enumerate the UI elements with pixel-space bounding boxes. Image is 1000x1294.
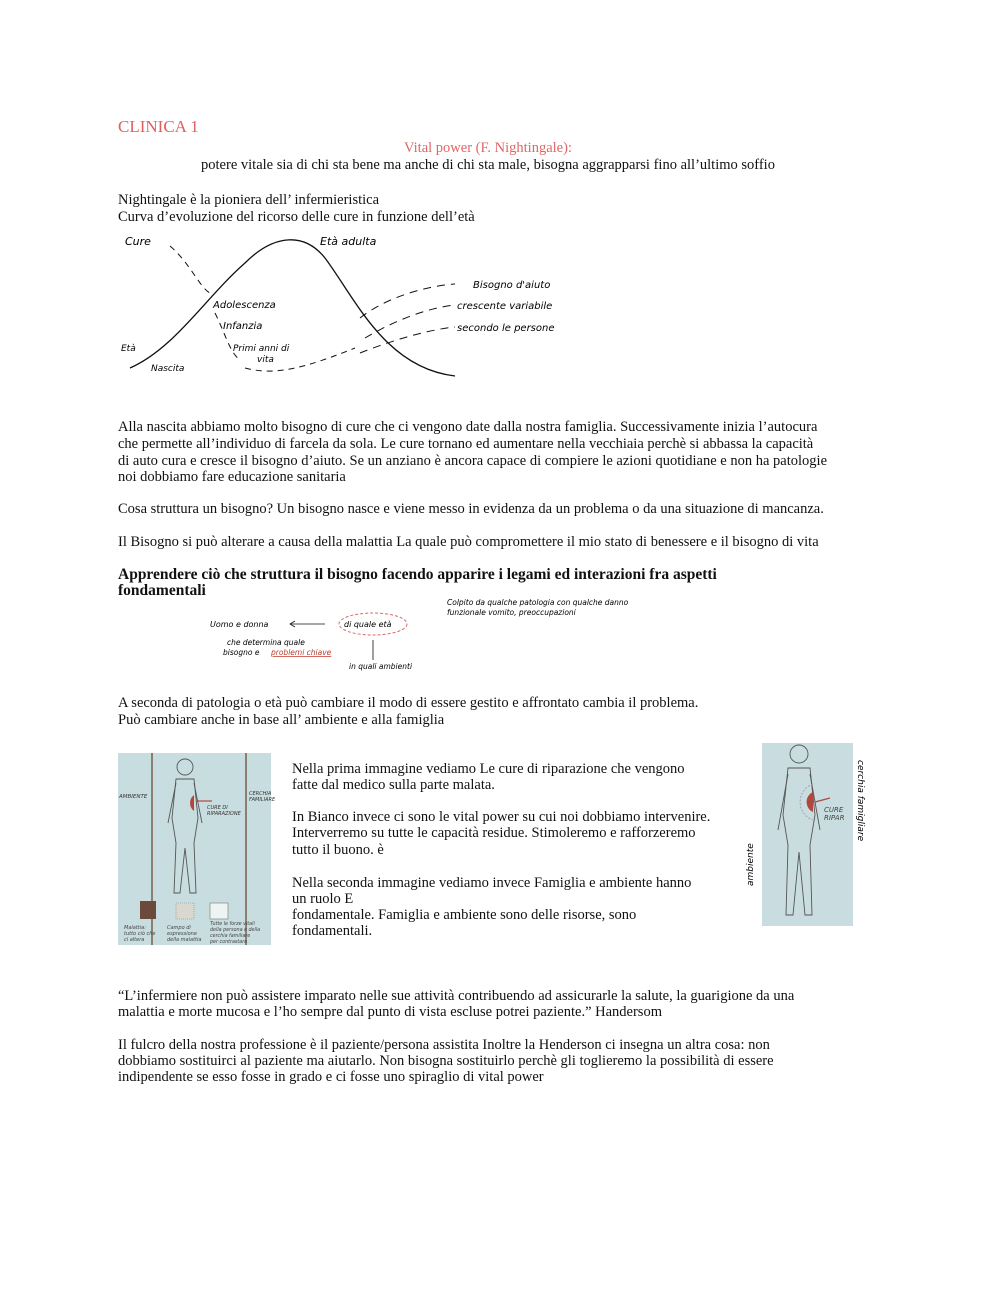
label-ambiente-handwritten: ambiente [746, 843, 756, 886]
bold-heading-line-1: Apprendere ciò che struttura il bisogno facendo apparire i legami ed interazioni fra aspetti [118, 566, 717, 583]
label-eta-quale: di quale età [344, 620, 392, 629]
legend-malattia-1: Malattia: [124, 925, 146, 931]
middle-text-a1: Nella prima immagine vediamo Le cure di riparazione che vengono [292, 761, 685, 777]
paragraph-1-line-1: Alla nascita abbiamo molto bisogno di cure che ci vengono date dalla nostra famiglia. Successivamente inizia l’autocura [118, 419, 818, 435]
legend-malattia-2: tutto ciò che [124, 931, 156, 937]
label-primi-anni: Primi anni di [233, 344, 290, 354]
label-ambiente: AMBIENTE [119, 794, 148, 800]
label-cerchia-2: FAMILIARE [249, 797, 276, 803]
bold-heading-line-2: fondamentali [118, 582, 206, 599]
legend-forze-1: Tutte le forze vitali [210, 922, 255, 927]
label-determina-1: che determina quale [227, 638, 305, 647]
vital-power-definition: potere vitale sia di chi sta bene ma anche di chi sta male, bisogna aggrapparsi fino all’ultimo soffio [201, 157, 775, 173]
label-secondo: secondo le persone [457, 323, 555, 334]
middle-text-c1: Nella seconda immagine vediamo invece Famiglia e ambiente hanno [292, 875, 692, 891]
paragraph-3: Il Bisogno si può alterare a causa della malattia La quale può compromettere il mio stato di benessere e il bisogno di vita [118, 534, 819, 550]
label-infanzia: Infanzia [223, 321, 263, 332]
paragraph-after-line-2: Può cambiare anche in base all’ ambiente e alla famiglia [118, 712, 445, 728]
middle-text-b1: In Bianco invece ci sono le vital power su cui noi dobbiamo intervenire. [292, 809, 711, 825]
photo-2-background [762, 743, 853, 926]
care-diagram-1 [118, 753, 276, 945]
label-cure-1: CURE DI [207, 805, 228, 811]
care-diagram-photo-2 [742, 740, 872, 930]
label-ambienti: in quali ambienti [349, 662, 413, 671]
legend-malattia-3: ci altera [124, 937, 145, 943]
label-determina-2: bisogno e [223, 648, 260, 657]
paragraph-1-line-2: che permette all’individuo di farcela da sola. Le cure tornano ed aumentare nella vecchiaia perchè si abbassa la capacità [118, 436, 814, 452]
note-line-1: Colpito da qualche patologia con qualche danno [447, 598, 629, 607]
label-vita: vita [257, 355, 274, 365]
label-cure-2: RIPARAZIONE [207, 811, 241, 817]
legend-forze-4: per contrastare [210, 940, 248, 945]
need-structure-sketch [205, 594, 665, 676]
final-line-2: dobbiamo sostituirci al paziente ma aiutarlo. Non bisogna sostituirlo perchè gli toglieremo la possibilità di essere [118, 1053, 774, 1069]
page-title: CLINICA 1 [118, 117, 199, 136]
label-cerchia-1: CERCHIA [249, 791, 272, 797]
label-eta: Età [121, 344, 136, 354]
legend-campo-1: Campo di [167, 925, 191, 931]
quote-line-2: malattia e morte mucosa e l’ho sempre dal punto di vista escluse potrei paziente.” Handersom [118, 1004, 662, 1020]
label-problemi-chiave: problemi chiave [271, 648, 332, 657]
label-ripar: RIPAR [824, 814, 845, 822]
middle-text-c2: un ruolo E [292, 891, 354, 907]
intro-line-2: Curva d’evoluzione del ricorso delle cure in funzione dell’età [118, 209, 475, 225]
middle-text-b2: Interverremo su tutte le capacità residue. Stimoleremo e rafforzeremo [292, 825, 696, 841]
middle-text-a2: fatte dal medico sulla parte malata. [292, 777, 495, 793]
paragraph-after-line-1: A seconda di patologia o età può cambiare il modo di essere gestito e affrontato cambia il problema. [118, 695, 699, 711]
legend-campo-3: della malattia [167, 937, 202, 943]
care-curve-sketch [115, 228, 595, 388]
label-cure: Cure [125, 235, 151, 248]
label-crescente: crescente variabile [457, 301, 553, 312]
label-cerchia-handwritten: cerchia famigliare [855, 760, 865, 842]
quote-line-1: “L’infermiere non può assistere imparato nelle sue attività contribuendo ad assicurarle la salute, la guarigione da una [118, 988, 795, 1004]
paragraph-1-line-4: noi dobbiamo fare educazione sanitaria [118, 469, 346, 485]
paragraph-1-line-3: di auto cura e cresce il bisogno d’aiuto. Se un anziano è ancora capace di compiere le azioni quotidiane e non ha patologie [118, 453, 828, 469]
final-line-1: Il fulcro della nostra professione è il paziente/persona assistita Inoltre la Henderson ci insegna un altra cosa: non [118, 1037, 770, 1053]
label-adolescenza: Adolescenza [213, 300, 276, 311]
legend-box-forze [210, 903, 228, 919]
middle-text-b3: tutto il buono. è [292, 842, 384, 858]
middle-text-c4: fondamentali. [292, 923, 373, 939]
final-line-3: indipendente se esso fosse in grado e ci fosse uno spiraglio di vital power [118, 1069, 544, 1085]
middle-text-c3: fondamentale. Famiglia e ambiente sono delle risorse, sono [292, 907, 637, 923]
label-cure: CURE [824, 806, 844, 814]
legend-forze-2: della persona e della [210, 928, 261, 933]
need-dashed-1 [360, 284, 455, 318]
legend-forze-3: cerchia familiare [210, 934, 251, 939]
care-diagram-photo-1 [118, 753, 276, 945]
legend-box-campo [176, 903, 194, 919]
vital-power-heading: Vital power (F. Nightingale): [404, 140, 572, 156]
label-nascita: Nascita [151, 364, 185, 374]
need-dashed-3 [360, 327, 455, 353]
label-uomo-donna: Uomo e donna [210, 620, 269, 629]
legend-box-malattia [140, 901, 156, 919]
label-eta-adulta: Età adulta [320, 235, 377, 248]
paragraph-2: Cosa struttura un bisogno? Un bisogno nasce e viene messo in evidenza da un problema o da una situazione di mancanza. [118, 501, 824, 517]
care-curve-line [130, 240, 455, 376]
label-bisogno: Bisogno d'aiuto [473, 280, 551, 291]
legend-campo-2: espressione [167, 931, 197, 937]
note-line-2: funzionale vomito, preoccupazioni [447, 608, 576, 617]
care-dashed-upper [170, 246, 210, 293]
intro-line-1: Nightingale è la pioniera dell’ infermieristica [118, 192, 380, 208]
